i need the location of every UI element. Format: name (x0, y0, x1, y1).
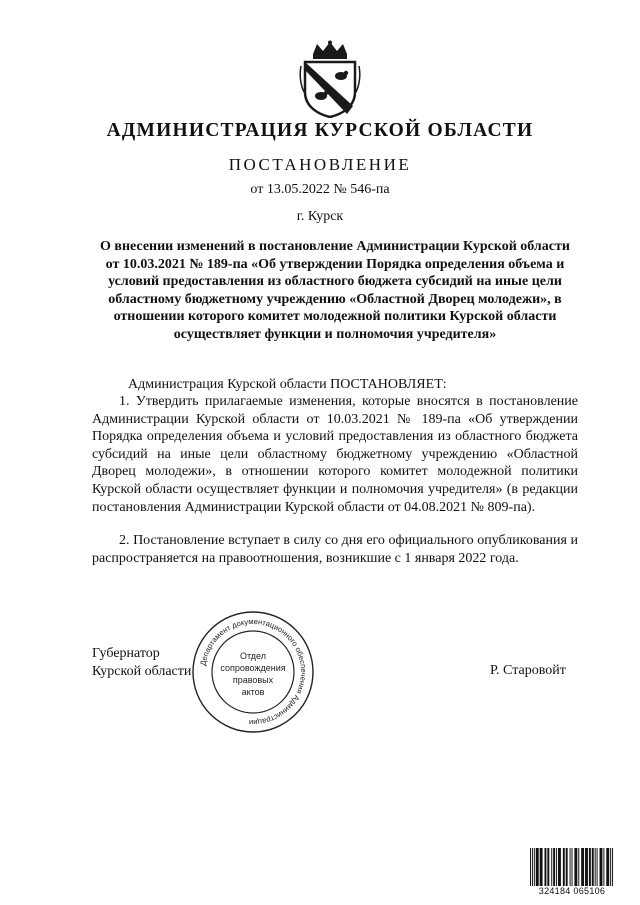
organization-title: АДМИНИСТРАЦИЯ КУРСКОЙ ОБЛАСТИ (106, 120, 534, 141)
stamp-inner-line-4: актов (241, 687, 265, 697)
barcode-bar (563, 848, 565, 886)
barcode-bar (551, 848, 552, 886)
signatory-position-line2: Курской области (92, 664, 192, 679)
signatory-position (92, 645, 191, 681)
signatory-position-line1: Губернатор (92, 646, 160, 661)
barcode-bar (566, 848, 568, 886)
barcode-bar (530, 848, 531, 886)
barcode-bar (612, 848, 613, 886)
barcode-bar (597, 848, 598, 886)
barcode-bar (570, 848, 571, 886)
barcode-bar (553, 848, 555, 886)
document-subject: О внесении изменений в постановление Администрации Курской области от 10.03.2021 № 189-па «Об утверждении Порядка определения объема и условий предоставления из областного бюджета субсидий на иные цели областному бюджетному учреждению «Областной Дворец молодежи», в отношении которого комитет молодежной политики Курской области осуществляет функции и полномочия учредителя» (100, 239, 570, 342)
barcode-bar (574, 848, 577, 886)
barcode (529, 848, 615, 886)
paragraph-1: 1. Утвердить прилагаемые изменения, которые вносятся в постановление Администрации Курской области от 10.03.2021 № 189-па «Об утверждении Порядка определения объема и условий предоставления из областного бюджета субсидий на иные цели областному бюджетному учреждению «Областной Дворец молодежи», в отношении которого комитет молодежной политики Курской области осуществляет функции и полномочия учредителя» (в редакции постановления Администрации Курской области от 04.08.2021 № 809-па). (92, 394, 578, 515)
resolution-intro: Администрация Курской области ПОСТАНОВЛЯЕТ: (128, 377, 447, 392)
barcode-bar (578, 848, 579, 886)
barcode-bar (556, 848, 557, 886)
kursk-coat-of-arms-icon (299, 40, 361, 118)
stamp-inner-line-2: сопровождения (220, 663, 286, 673)
barcode-bar (595, 848, 596, 886)
barcode-bar (585, 848, 588, 886)
barcode-bar (544, 848, 546, 886)
barcode-bar (589, 848, 591, 886)
barcode-bar (532, 848, 533, 886)
barcode-number: 324184 065106 (538, 886, 606, 896)
barcode-bar (581, 848, 584, 886)
barcode-bar (536, 848, 539, 886)
barcode-bar (534, 848, 535, 886)
signatory-name: Р. Старовойт (490, 663, 566, 678)
stamp-inner-line-1: Отдел (239, 651, 267, 661)
barcode-bar (606, 848, 609, 886)
barcode-bar (600, 848, 603, 886)
barcode-bar (547, 848, 549, 886)
barcode-bar (540, 848, 543, 886)
barcode-bar (572, 848, 573, 886)
document-type: ПОСТАНОВЛЕНИЕ (228, 155, 412, 174)
document-date-number: от 13.05.2022 № 546-па (250, 182, 390, 197)
barcode-bar (610, 848, 611, 886)
stamp-inner-line-3: правовых (232, 675, 274, 685)
stamp-outer-text: Департамент документационного обеспечения Администрации (198, 616, 309, 728)
barcode-bar (603, 848, 604, 886)
barcode-bar (558, 848, 561, 886)
barcode-bar (592, 848, 594, 886)
official-stamp (190, 609, 316, 735)
paragraph-2: 2. Постановление вступает в силу со дня его официального опубликования и распространяется на правоотношения, возникшие с 1 января 2022 года. (92, 533, 578, 566)
document-city: г. Курск (296, 209, 344, 224)
